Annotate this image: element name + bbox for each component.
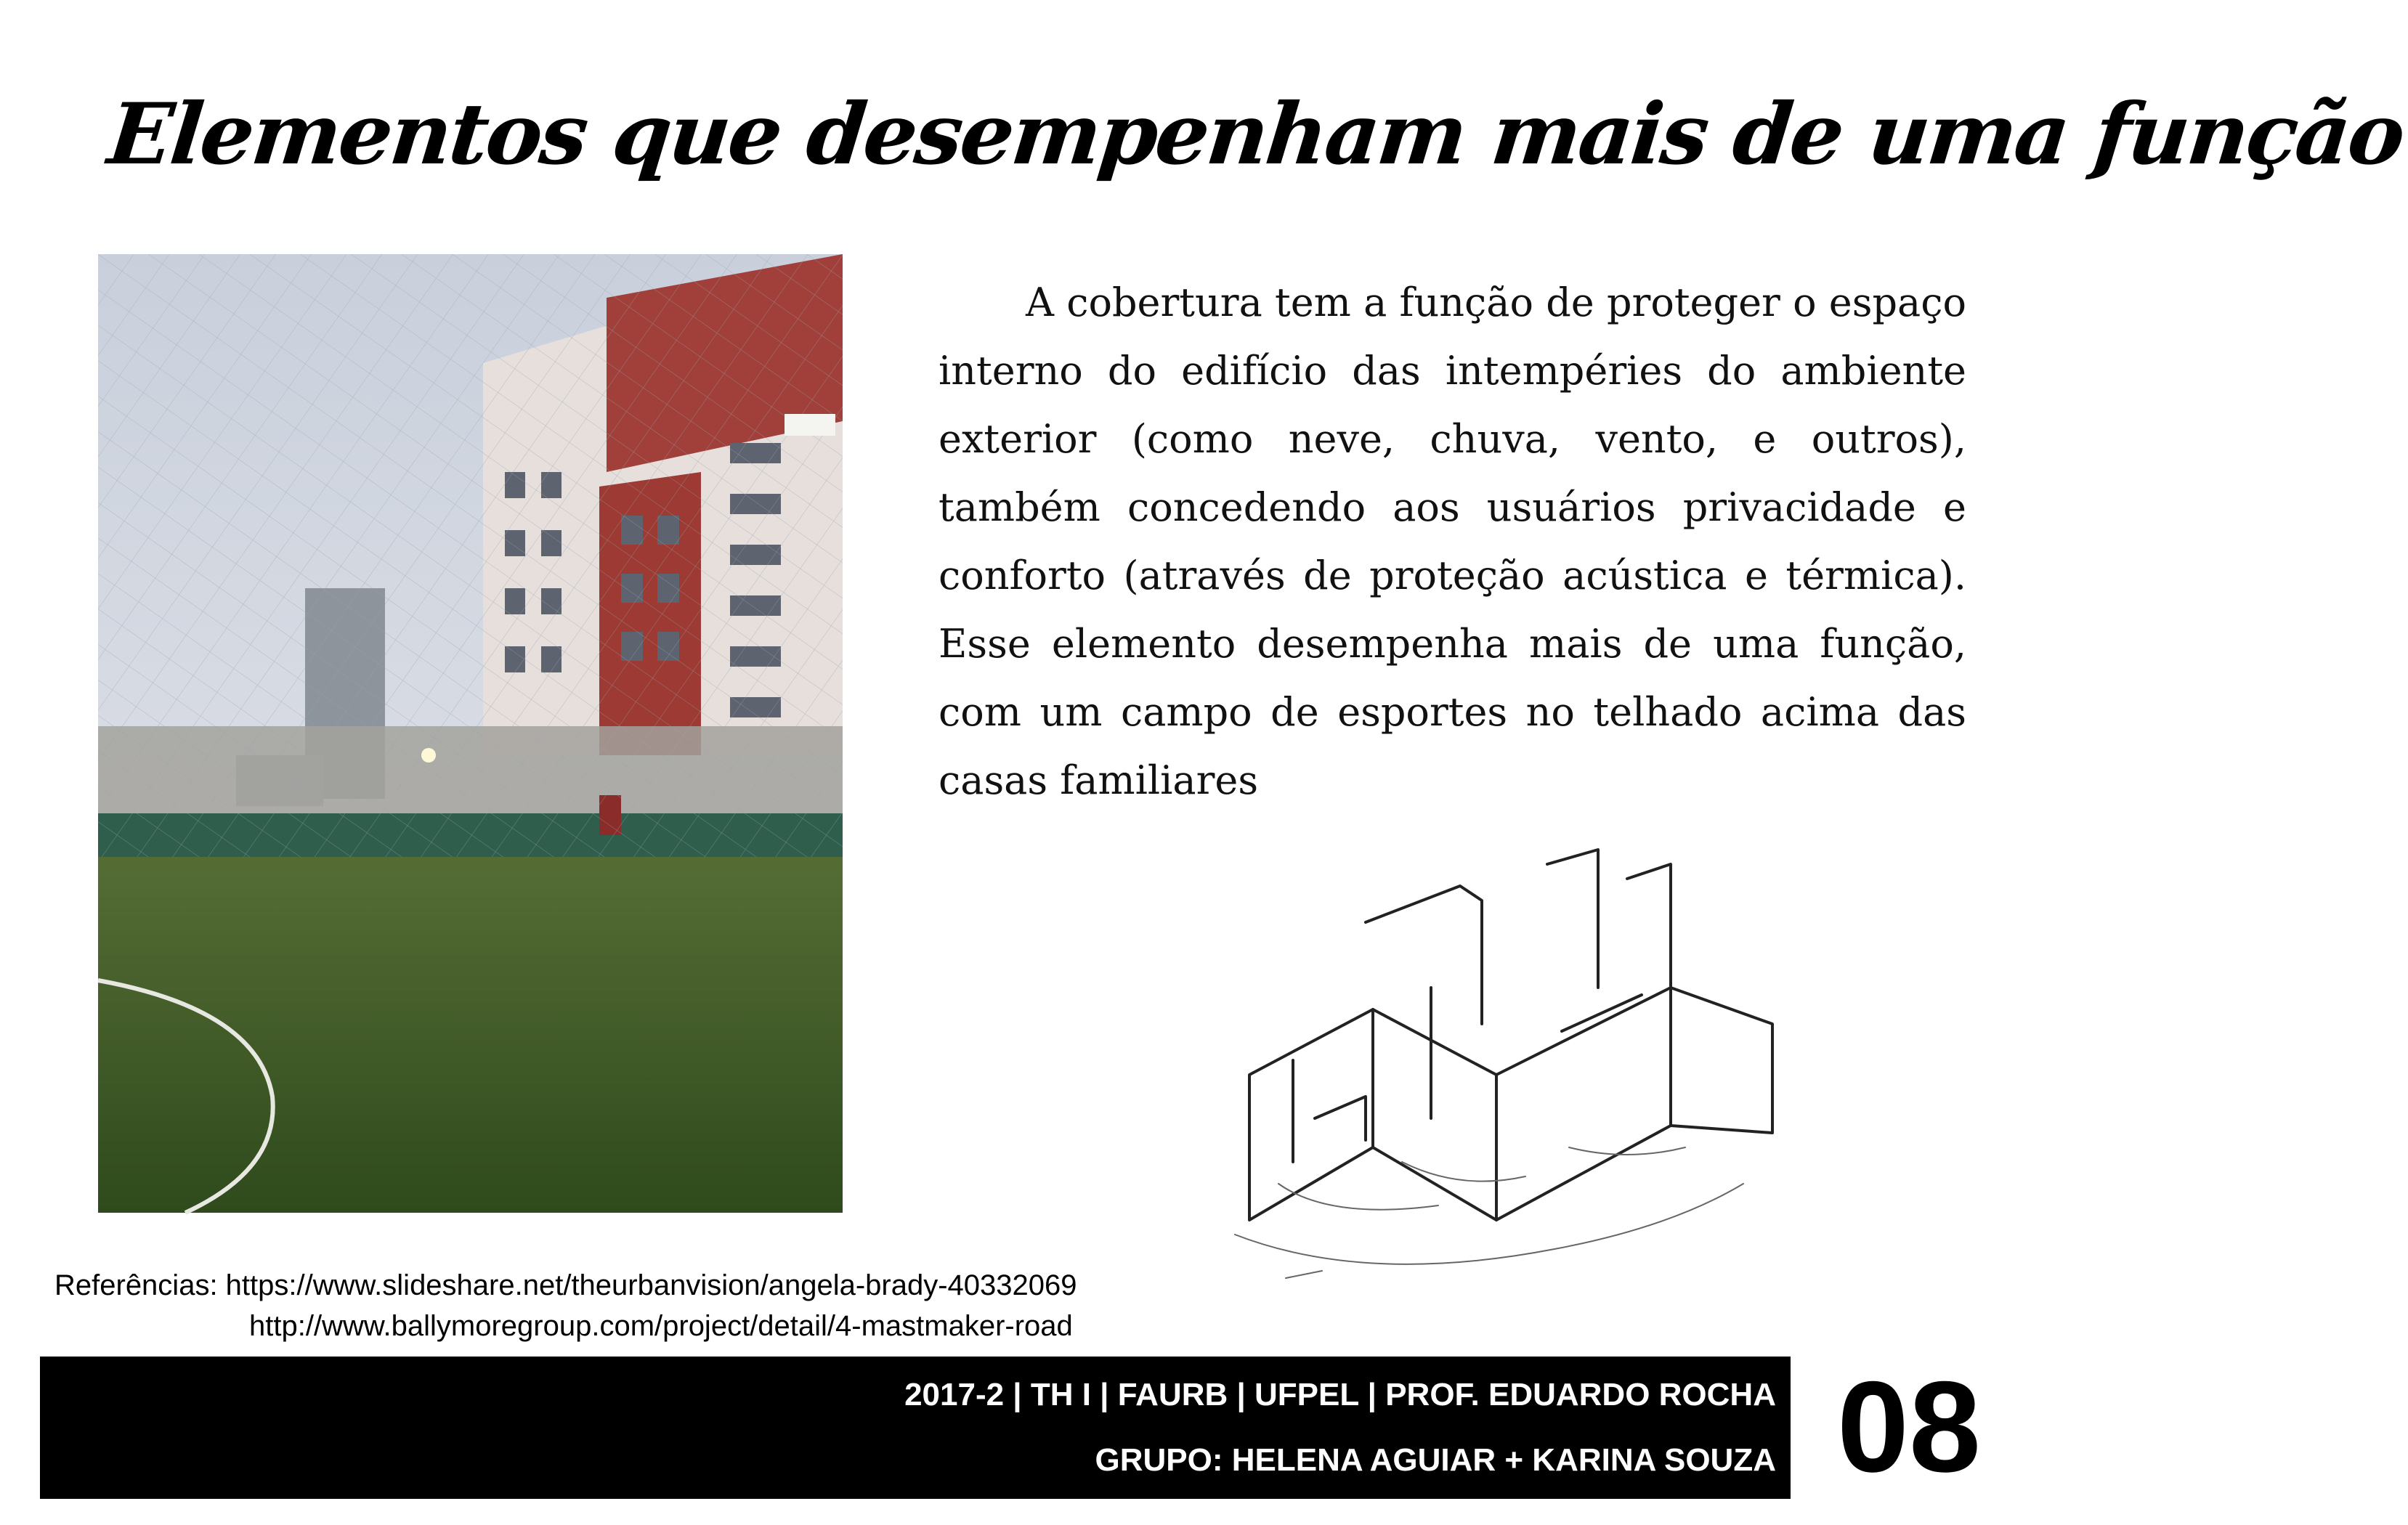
footer-group-info: GRUPO: HELENA AGUIAR + KARINA SOUZA <box>1095 1442 1776 1478</box>
rooftop-football-pitch-photo <box>98 254 843 1213</box>
reference-line-2: http://www.ballymoregroup.com/project/detail/4-mastmaker-road <box>249 1310 1073 1342</box>
footer-course-info: 2017-2 | TH I | FAURB | UFPEL | PROF. EDUARDO ROCHA <box>904 1377 1776 1412</box>
page-number: 08 <box>1837 1354 1981 1499</box>
slide-title: Elementos que desempenham mais de uma função <box>103 85 2408 184</box>
roof-sketch-drawing <box>1220 842 1809 1293</box>
body-paragraph: A cobertura tem a função de proteger o espaço interno do edifício das intempéries do ambiente exterior (como neve, chuva, vento, e outros), também concedendo aos usuários privacidade e conforto (através de proteção acústica e térmica). Esse elemento desempenha mais de uma função, com um campo de esportes no telhado acima das casas familiares <box>939 280 1966 803</box>
references-block <box>54 1265 1077 1346</box>
reference-line-1: Referências: https://www.slideshare.net/theurbanvision/angela-brady-40332069 <box>54 1269 1077 1301</box>
footer-bar <box>40 1357 1791 1499</box>
